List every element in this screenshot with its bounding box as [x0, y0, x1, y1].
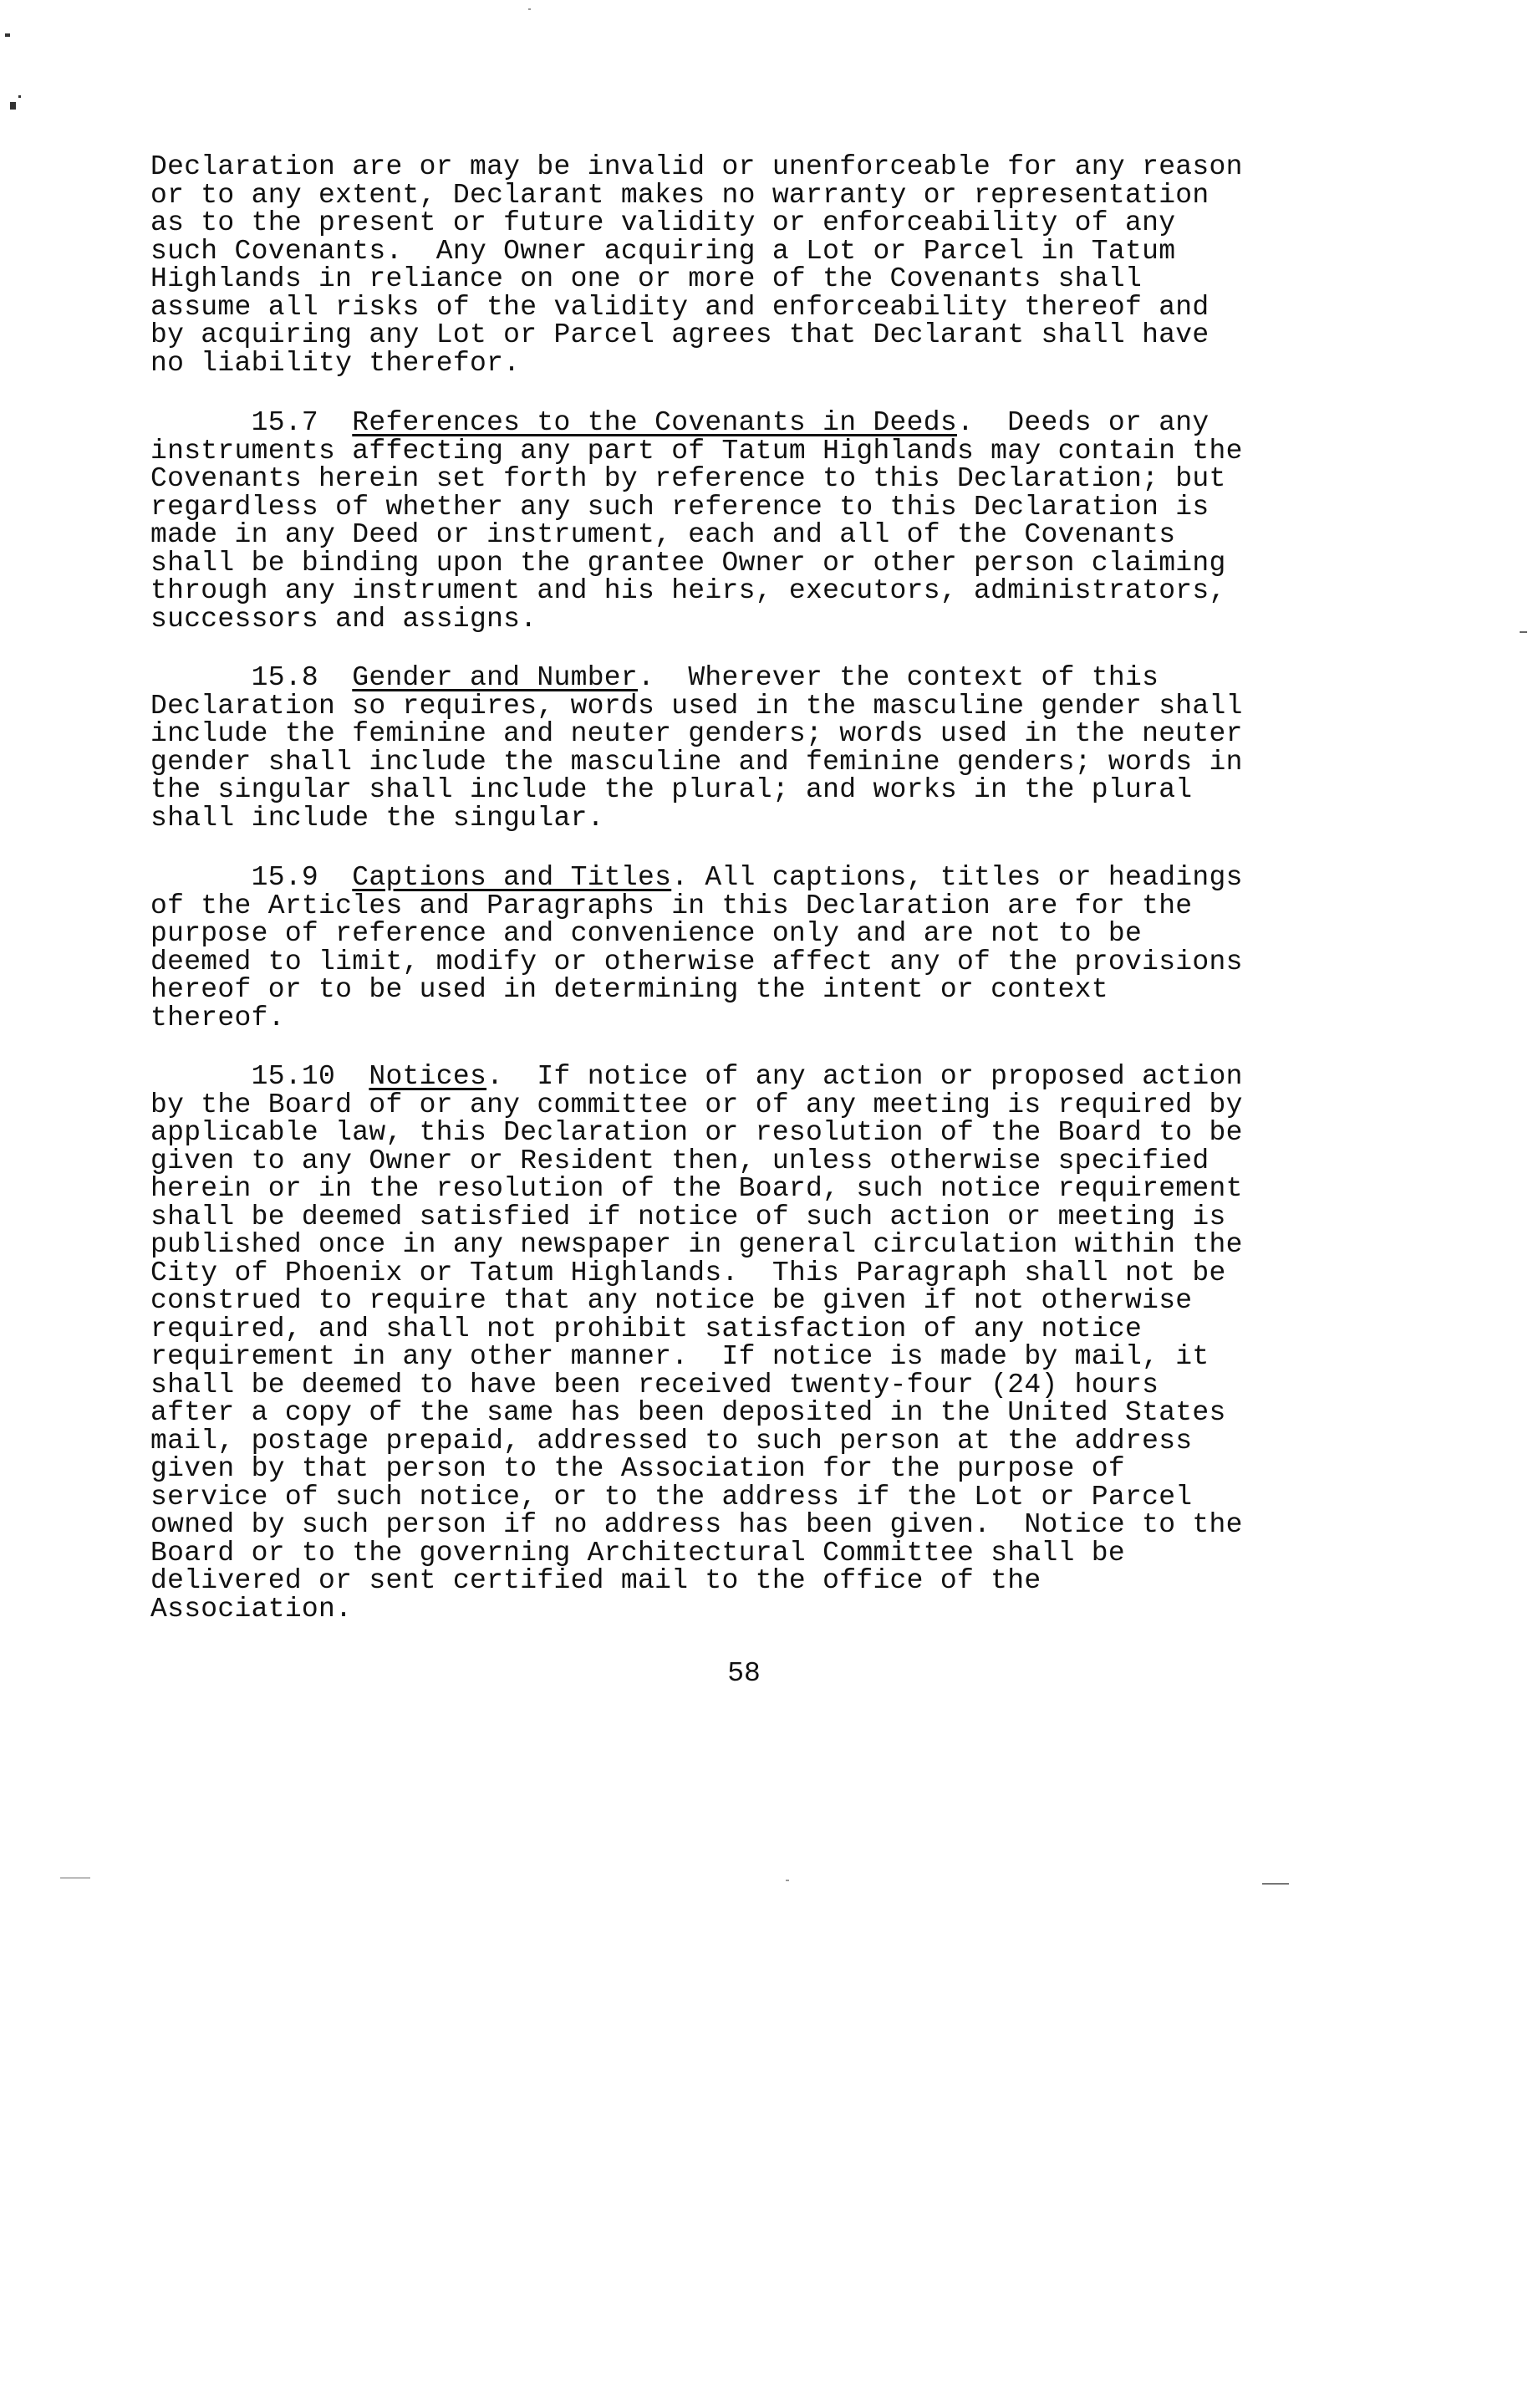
- scan-artifact: [60, 1877, 90, 1879]
- text-line: assume all risks of the validity and enforceability thereof and: [150, 291, 1210, 323]
- text-line: given by that person to the Association for the purpose of: [150, 1453, 1125, 1484]
- section-first-line: [150, 664, 1354, 692]
- scan-artifact: [10, 102, 16, 110]
- section-15-9: [150, 864, 1354, 1032]
- scan-artifact: [18, 95, 21, 98]
- text-line: shall be deemed satisfied if notice of such action or meeting is: [150, 1201, 1226, 1232]
- text-line: required, and shall not prohibit satisfaction of any notice: [150, 1313, 1143, 1344]
- text-line: successors and assigns.: [150, 603, 537, 635]
- scan-artifact: [5, 33, 10, 37]
- text-line: shall be binding upon the grantee Owner or other person claiming: [150, 547, 1226, 579]
- section-heading: Notices: [369, 1061, 487, 1092]
- section-first-line: [150, 1063, 1354, 1091]
- section-15-10: [150, 1063, 1354, 1623]
- section-15-8: [150, 664, 1354, 832]
- text-line: gender shall include the masculine and feminine genders; words in: [150, 746, 1243, 778]
- text-line: no liability therefor.: [150, 347, 521, 379]
- section-first-line-text: . Deeds or any: [956, 407, 1210, 438]
- scan-artifact: [528, 8, 531, 10]
- scan-artifact: [1262, 1883, 1289, 1885]
- text-line: Board or to the governing Architectural Committee shall be: [150, 1537, 1125, 1569]
- text-line: herein or in the resolution of the Board, such notice requirement: [150, 1173, 1243, 1204]
- scan-artifact: [786, 1880, 789, 1881]
- text-line: purpose of reference and convenience only and are not to be: [150, 918, 1143, 949]
- text-line: thereof.: [150, 1002, 285, 1033]
- page-number: 58: [727, 1658, 761, 1689]
- text-line: as to the present or future validity or enforceability of any: [150, 207, 1176, 238]
- text-line: requirement in any other manner. If notice is made by mail, it: [150, 1341, 1210, 1372]
- text-line: after a copy of the same has been deposited in the United States: [150, 1397, 1226, 1428]
- text-line: shall include the singular.: [150, 802, 604, 834]
- section-first-line-text: . All captions, titles or headings: [671, 862, 1243, 893]
- paragraph-continuation: [150, 153, 1354, 377]
- text-line: regardless of whether any such reference to this Declaration is: [150, 491, 1210, 523]
- section-first-line: [150, 864, 1354, 892]
- section-first-line-text: . If notice of any action or proposed action: [486, 1061, 1243, 1092]
- text-line: applicable law, this Declaration or resolution of the Board to be: [150, 1117, 1243, 1148]
- text-line: Covenants herein set forth by reference to this Declaration; but: [150, 463, 1226, 494]
- scan-artifact: [1520, 631, 1527, 633]
- text-line: service of such notice, or to the address if the Lot or Parcel: [150, 1481, 1193, 1513]
- section-first-line-text: . Wherever the context of this: [638, 662, 1159, 693]
- section-heading: Captions and Titles: [352, 862, 672, 893]
- text-line: shall be deemed to have been received twenty-four (24) hours: [150, 1369, 1159, 1400]
- text-line: owned by such person if no address has been given. Notice to the: [150, 1509, 1243, 1540]
- text-line: published once in any newspaper in general circulation within the: [150, 1229, 1243, 1260]
- section-first-line: [150, 409, 1354, 437]
- text-line: Declaration so requires, words used in the masculine gender shall: [150, 690, 1243, 722]
- section-number: 15.10: [150, 1061, 369, 1092]
- text-line: or to any extent, Declarant makes no warranty or representation: [150, 179, 1210, 211]
- text-line: include the feminine and neuter genders; words used in the neuter: [150, 718, 1243, 749]
- text-line: mail, postage prepaid, addressed to such person at the address: [150, 1425, 1193, 1457]
- text-line: of the Articles and Paragraphs in this Declaration are for the: [150, 890, 1193, 921]
- text-line: such Covenants. Any Owner acquiring a Lot or Parcel in Tatum: [150, 235, 1176, 267]
- text-line: City of Phoenix or Tatum Highlands. This Paragraph shall not be: [150, 1257, 1226, 1288]
- text-line: by the Board of or any committee or of any meeting is required by: [150, 1089, 1243, 1120]
- text-line: hereof or to be used in determining the intent or context: [150, 974, 1108, 1005]
- text-line: delivered or sent certified mail to the office of the: [150, 1565, 1041, 1596]
- text-line: Declaration are or may be invalid or unenforceable for any reason: [150, 151, 1243, 182]
- text-line: given to any Owner or Resident then, unless otherwise specified: [150, 1145, 1210, 1176]
- text-line: construed to require that any notice be given if not otherwise: [150, 1285, 1193, 1316]
- text-line: through any instrument and his heirs, executors, administrators,: [150, 575, 1226, 606]
- text-line: Association.: [150, 1593, 353, 1625]
- section-number: 15.9: [150, 862, 353, 893]
- text-line: made in any Deed or instrument, each and all of the Covenants: [150, 519, 1176, 550]
- section-number: 15.7: [150, 407, 353, 438]
- section-number: 15.8: [150, 662, 353, 693]
- text-line: by acquiring any Lot or Parcel agrees that Declarant shall have: [150, 319, 1210, 350]
- section-15-7: [150, 409, 1354, 633]
- text-line: instruments affecting any part of Tatum Highlands may contain the: [150, 435, 1243, 467]
- text-line: the singular shall include the plural; and works in the plural: [150, 774, 1193, 805]
- text-line: Highlands in reliance on one or more of the Covenants shall: [150, 263, 1143, 294]
- section-heading: Gender and Number: [352, 662, 639, 693]
- text-line: deemed to limit, modify or otherwise affect any of the provisions: [150, 946, 1243, 977]
- section-heading: References to the Covenants in Deeds: [352, 407, 957, 438]
